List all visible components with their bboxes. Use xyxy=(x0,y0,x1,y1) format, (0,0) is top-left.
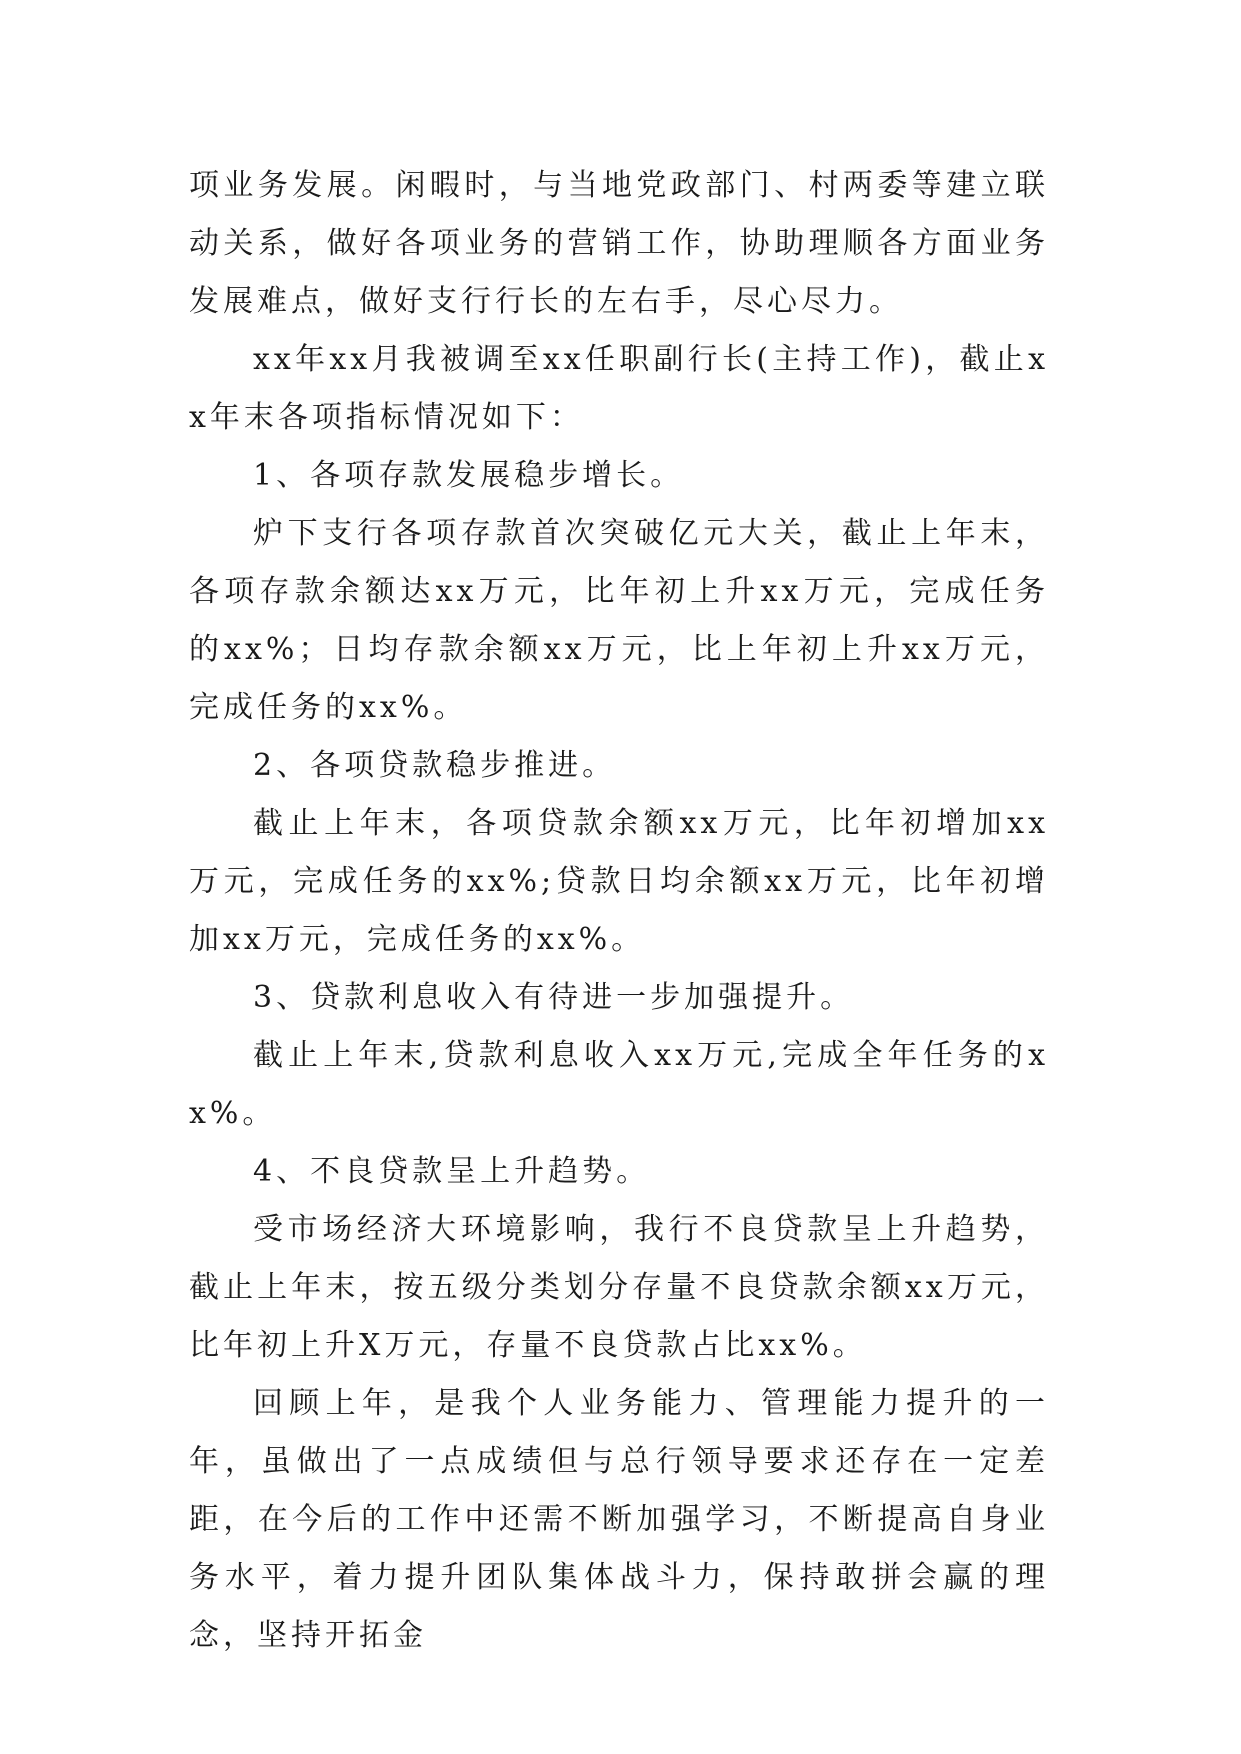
heading-interest-income: 3、贷款利息收入有待进一步加强提升。 xyxy=(253,980,855,1015)
paragraph-interest-income: 截止上年末,贷款利息收入xx万元,完成全年任务的xx%。 xyxy=(189,1038,1049,1131)
paragraph-1: 项业务发展。闲暇时，与当地党政部门、村两委等建立联动关系，做好各项业务的营销工作，协助理顺各方面业务发展难点，做好支行行长的左右手，尽心尽力。 xyxy=(189,168,1049,319)
paragraph-review: 回顾上年，是我个人业务能力、管理能力提升的一年，虽做出了一点成绩但与总行领导要求还存在一定差距，在今后的工作中还需不断加强学习，不断提高自身业务水平，着力提升团队集体战斗力，保持敢拼会赢的理念，坚持开拓金 xyxy=(189,1386,1049,1653)
heading-loans: 2、各项贷款稳步推进。 xyxy=(253,748,617,783)
heading-nonperforming-loans: 4、不良贷款呈上升趋势。 xyxy=(253,1154,651,1189)
paragraph-loans: 截止上年末，各项贷款余额xx万元，比年初增加xx万元，完成任务的xx%;贷款日均余额xx万元，比年初增加xx万元，完成任务的xx%。 xyxy=(189,806,1049,957)
heading-deposits: 1、各项存款发展稳步增长。 xyxy=(253,458,685,493)
document-body xyxy=(189,157,1049,1665)
paragraph-deposits: 炉下支行各项存款首次突破亿元大关，截止上年末，各项存款余额达xx万元，比年初上升xx万元，完成任务的xx%；日均存款余额xx万元，比上年初上升xx万元，完成任务的xx%。 xyxy=(189,516,1049,725)
paragraph-2: xx年xx月我被调至xx任职副行长(主持工作)，截止xx年末各项指标情况如下： xyxy=(189,342,1049,435)
paragraph-nonperforming-loans: 受市场经济大环境影响，我行不良贷款呈上升趋势，截止上年末，按五级分类划分存量不良贷款余额xx万元，比年初上升X万元，存量不良贷款占比xx%。 xyxy=(189,1212,1049,1363)
